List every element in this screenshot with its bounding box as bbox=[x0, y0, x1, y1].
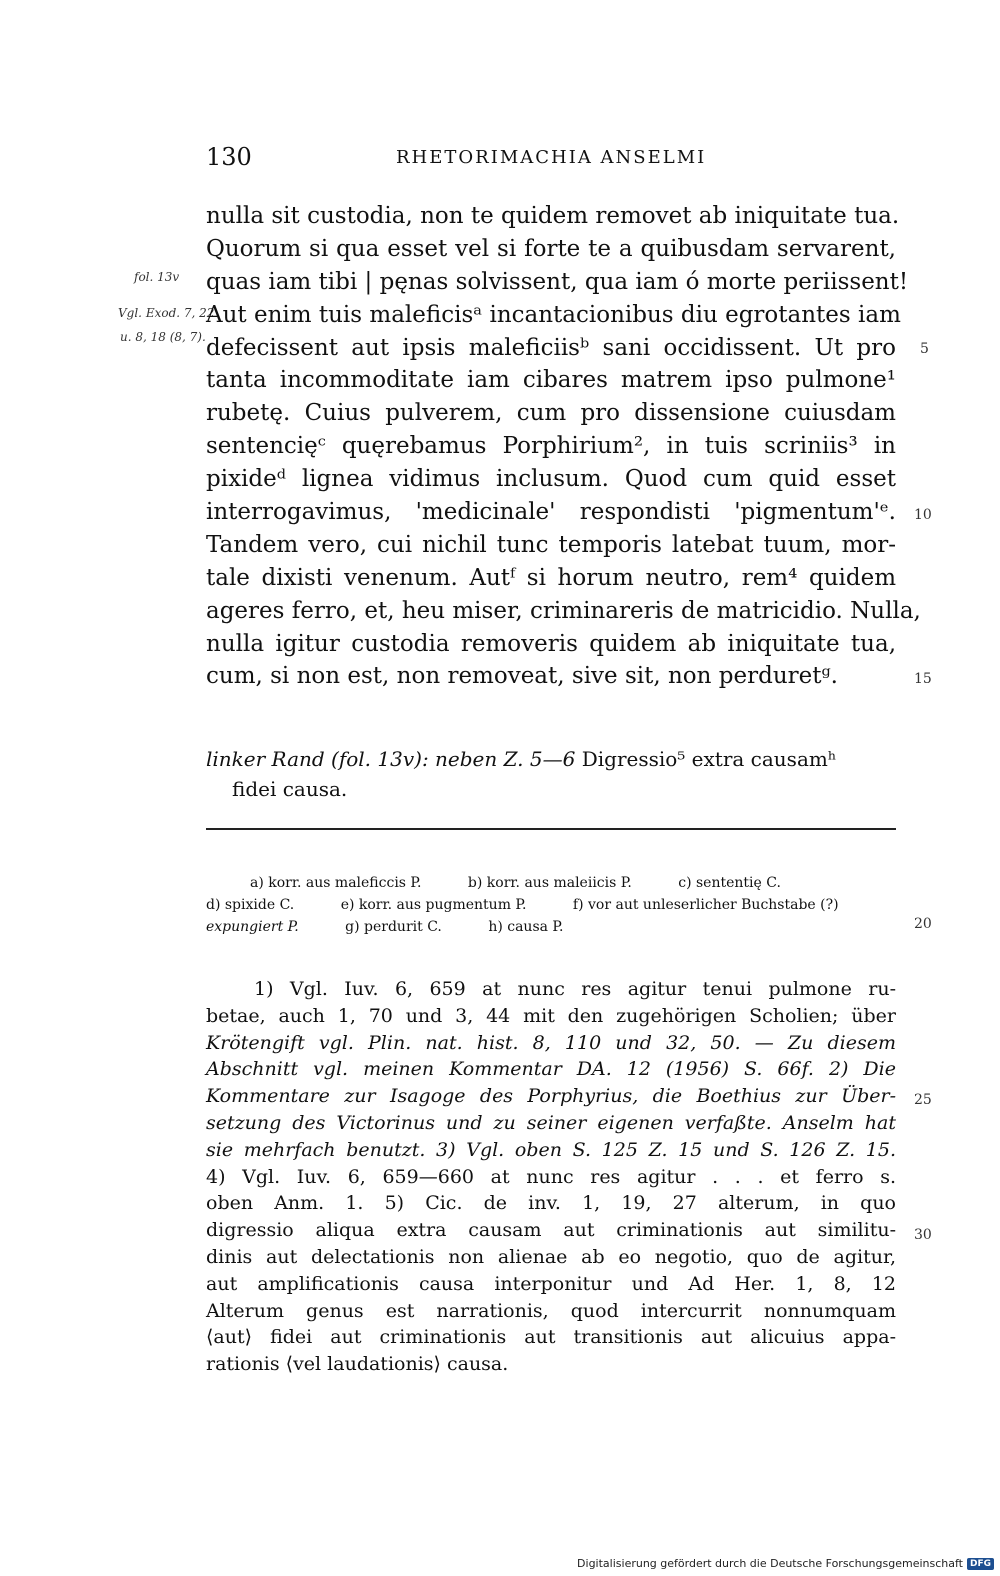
apparatus-entry: d) spixide C. bbox=[206, 897, 295, 913]
reference-note-2: u. 8, 18 (8, 7). bbox=[120, 330, 206, 344]
footnote-line: Alterum genus est narrationis, quod intercurrit nonnumquam bbox=[206, 1299, 896, 1322]
main-line: ageres ferro, et, heu miser, criminareris de matricidio. Nulla, bbox=[206, 597, 921, 624]
footnote-line: betae, auch 1, 70 und 3, 44 mit den zugehörigen Scholien; über bbox=[206, 1004, 896, 1027]
footnote-line: oben Anm. 1. 5) Cic. de inv. 1, 19, 27 alterum, in quo bbox=[206, 1192, 896, 1215]
apparatus-row bbox=[206, 916, 896, 938]
main-line: quas iam tibi | pęnas solvissent, qua iam ó morte periissent! bbox=[206, 268, 909, 295]
footnote-line: digressio aliqua extra causam aut criminationis aut similitu- bbox=[206, 1219, 896, 1242]
main-line: cum, si non est, non removeat, sive sit, non perduretᵍ. bbox=[206, 663, 838, 690]
main-line: tanta incommoditate iam cibares matrem ipso pulmone¹ bbox=[206, 367, 896, 394]
reference-note-1: Vgl. Exod. 7, 22 bbox=[118, 306, 215, 320]
apparatus-row bbox=[206, 894, 896, 916]
apparatus-entry: b) korr. aus maleiicis P. bbox=[467, 875, 632, 891]
apparatus-entry: g) perdurit C. bbox=[345, 919, 442, 935]
main-line: pixideᵈ lignea vidimus inclusum. Quod cum quid esset bbox=[206, 466, 896, 493]
page-number: 130 bbox=[206, 143, 252, 171]
main-line: Tandem vero, cui nichil tunc temporis latebat tuum, mor- bbox=[206, 531, 896, 558]
running-title: RHETORIMACHIA ANSELMI bbox=[396, 147, 707, 168]
footnote-line: Abschnitt vgl. meinen Kommentar DA. 12 (1956) S. 66f. 2) Die bbox=[206, 1058, 896, 1081]
main-line: Aut enim tuis maleficisᵃ incantacionibus diu egrotantes iam bbox=[206, 301, 901, 328]
main-line: tale dixisti venenum. Autᶠ si horum neutro, rem⁴ quidem bbox=[206, 564, 896, 591]
footnotes bbox=[206, 976, 896, 1378]
footnote-line: ⟨aut⟩ fidei aut criminationis aut transitionis aut alicuius appa- bbox=[206, 1326, 896, 1349]
main-line: Quorum si qua esset vel si forte te a quibusdam servarent, bbox=[206, 235, 896, 262]
footnote-line: Krötengift vgl. Plin. nat. hist. 8, 110 und 32, 50. — Zu diesem bbox=[206, 1031, 896, 1054]
apparatus-entry: expungiert P. bbox=[206, 919, 299, 935]
line-number: 30 bbox=[914, 1227, 932, 1243]
main-line: defecissent aut ipsis maleficiisᵇ sani occidissent. Ut pro bbox=[206, 334, 896, 361]
footnote-line: 1) Vgl. Iuv. 6, 659 at nunc res agitur tenui pulmone ru- bbox=[254, 978, 896, 1000]
footnote-line: dinis aut delectationis non alienae ab eo negotio, quo de agitur, bbox=[206, 1245, 896, 1268]
marginal-note bbox=[206, 744, 906, 804]
apparatus-entry: f) vor aut unleserlicher Buchstabe (?) bbox=[572, 897, 839, 913]
critical-apparatus bbox=[206, 872, 896, 938]
digitization-footer bbox=[577, 1557, 994, 1570]
dfg-logo-icon: DFG bbox=[967, 1558, 994, 1570]
line-number: 20 bbox=[914, 916, 932, 932]
apparatus-entry: a) korr. aus maleficcis P. bbox=[250, 875, 422, 891]
line-number: 25 bbox=[914, 1092, 932, 1108]
marginal-note-text: Digressio⁵ extra causamʰ bbox=[581, 747, 837, 771]
footnote-line: Kommentare zur Isagoge des Porphyrius, die Boethius zur Über- bbox=[206, 1085, 896, 1108]
page-header bbox=[206, 143, 896, 175]
apparatus-row bbox=[206, 872, 896, 894]
line-number: 15 bbox=[914, 671, 932, 687]
line-number: 10 bbox=[914, 507, 932, 523]
main-line: nulla igitur custodia removeris quidem ab iniquitate tua, bbox=[206, 630, 896, 657]
marginal-note-continuation: fidei causa. bbox=[232, 777, 348, 801]
divider-rule bbox=[206, 828, 896, 830]
apparatus-entry: h) causa P. bbox=[488, 919, 564, 935]
footnote-line: rationis ⟨vel laudationis⟩ causa. bbox=[206, 1353, 509, 1376]
footer-text: Digitalisierung gefördert durch die Deutsche Forschungsgemeinschaft bbox=[577, 1557, 963, 1570]
footnote-line: setzung des Victorinus und zu seiner eigenen verfaßte. Anselm hat bbox=[206, 1111, 896, 1134]
marginal-note-lead: linker Rand (fol. 13v): neben Z. 5—6 bbox=[206, 747, 576, 771]
footnote-line: sie mehrfach benutzt. 3) Vgl. oben S. 125 Z. 15 und S. 126 Z. 15. bbox=[206, 1138, 896, 1161]
apparatus-entry: c) sententię C. bbox=[678, 875, 781, 891]
main-line: rubetę. Cuius pulverem, cum pro dissensione cuiusdam bbox=[206, 400, 896, 427]
footnote-line: aut amplificationis causa interponitur und Ad Her. 1, 8, 12 bbox=[206, 1272, 896, 1295]
main-line: sentencięᶜ quęrebamus Porphirium², in tuis scriniis³ in bbox=[206, 433, 896, 460]
main-line: nulla sit custodia, non te quidem removet ab iniquitate tua. bbox=[206, 203, 900, 229]
line-number: 5 bbox=[920, 341, 929, 357]
footnote-line: 4) Vgl. Iuv. 6, 659—660 at nunc res agitur . . . et ferro s. bbox=[206, 1165, 896, 1188]
folio-note: fol. 13v bbox=[134, 270, 180, 284]
main-text bbox=[206, 200, 921, 693]
apparatus-entry: e) korr. aus pugmentum P. bbox=[340, 897, 527, 913]
main-line: interrogavimus, 'medicinale' respondisti 'pigmentum'ᵉ. bbox=[206, 499, 896, 526]
